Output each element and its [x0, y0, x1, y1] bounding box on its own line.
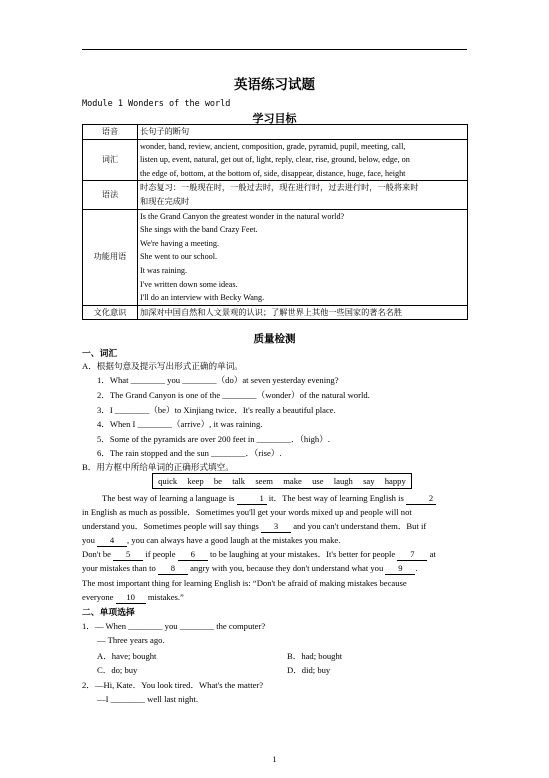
word-box-item: be — [213, 476, 222, 486]
question-item: 2．The Grand Canyon is one of the ________（wonder）of the natural world. — [97, 390, 370, 400]
passage-text: mistakes.” — [147, 591, 184, 602]
passage-text: and you can't understand them．But if — [293, 521, 427, 532]
content-line: listen up, event, natural, get out of, light, reply, clear, rise, ground, below, edge, on — [140, 155, 410, 165]
row-content — [138, 209, 468, 305]
question-item: 3．I ________（be）to Xinjiang twice．It's really a beautiful place. — [97, 405, 336, 415]
question-item: 4．When I ________（arrive）, it was raining. — [97, 419, 263, 429]
blank-8[interactable]: 8 — [158, 563, 188, 575]
word-box-item: make — [283, 476, 302, 486]
row-label: 文化意识 — [83, 305, 138, 320]
table-row — [83, 181, 468, 209]
passage-text: it．The best way of learning English is — [268, 493, 404, 503]
option-b[interactable]: B．had; bought — [287, 651, 343, 661]
blank-9[interactable]: 9 — [385, 563, 415, 575]
content-line: It was raining. — [140, 265, 188, 275]
table-row — [83, 209, 468, 305]
word-box-item: talk — [232, 476, 246, 486]
passage-text: at — [429, 549, 436, 560]
row-label: 词汇 — [83, 139, 138, 181]
passage-text: , you can always have a good laugh at the mistakes you make. — [127, 535, 341, 546]
row-content — [138, 125, 468, 140]
goals-heading: 学习目标 — [252, 112, 297, 125]
passage-text: . — [415, 563, 418, 574]
row-content — [138, 305, 468, 320]
content-line: She sings with the band Crazy Feet. — [140, 225, 258, 235]
content-line: 时态复习：一般现在时，一般过去时，现在进行时，过去进行时，一般将来时 — [140, 183, 419, 193]
row-label: 功能用语 — [83, 209, 138, 305]
content-line: I've written down some ideas. — [140, 279, 238, 289]
passage-text: Don't be — [82, 549, 111, 560]
content-line: 长句子的断句 — [140, 127, 190, 136]
passage-text: your mistakes than to — [82, 563, 156, 574]
word-box-item: keep — [187, 476, 204, 486]
passage-text: everyone — [82, 591, 114, 602]
passage-text: you — [82, 535, 95, 546]
instruction-b: B．用方框中所给单词的正确形式填空。 — [82, 462, 234, 472]
blank-2[interactable]: 2 — [406, 493, 436, 505]
row-label: 语法 — [83, 181, 138, 209]
content-line: I'll do an interview with Becky Wang. — [140, 293, 265, 303]
module-title: Module 1 Wonders of the world — [82, 99, 231, 109]
question-item: 6．The rain stopped and the sun ________．（rise）. — [97, 448, 282, 458]
content-line: We're having a meeting. — [140, 238, 220, 248]
row-label: 语音 — [83, 125, 138, 140]
header-rule — [82, 49, 467, 50]
question-reply: —I ________ well last night. — [97, 694, 198, 704]
table-row — [83, 305, 468, 320]
blank-10[interactable]: 10 — [116, 592, 146, 604]
option-c[interactable]: C．do; buy — [97, 665, 138, 675]
word-box-item: laugh — [333, 476, 353, 486]
blank-7[interactable]: 7 — [397, 549, 427, 561]
word-box — [152, 473, 412, 489]
question-reply: — Three years ago. — [97, 635, 165, 645]
page-title: 英语练习试题 — [234, 77, 315, 93]
quality-heading: 质量检测 — [253, 333, 296, 345]
blank-1[interactable]: 1 — [237, 493, 267, 505]
question-item: 5．Some of the pyramids are over 200 feet in ________．（high）. — [97, 434, 330, 444]
table-row — [83, 139, 468, 181]
content-line: She went to our school. — [140, 252, 218, 262]
content-line: 和现在完成时 — [140, 196, 190, 206]
passage-text: understand you．Sometimes people will say things — [82, 521, 259, 532]
word-box-item: happy — [384, 476, 406, 486]
table-row — [83, 125, 468, 140]
blank-3[interactable]: 3 — [261, 521, 291, 533]
passage-text: to be laughing at your mistakes．It's better for people — [209, 549, 396, 560]
word-box-item: say — [363, 476, 375, 486]
row-content — [138, 139, 468, 181]
passage — [82, 491, 469, 604]
content-line: Is the Grand Canyon the greatest wonder in the natural world? — [140, 211, 345, 221]
content-line: wonder, band, review, ancient, composition, grade, pyramid, pupil, meeting, call, — [140, 141, 406, 151]
passage-text: The most important thing for learning English is: “Don't be afraid of making mistakes because — [82, 577, 407, 588]
passage-text: The best way of learning a language is — [102, 493, 235, 503]
question-stem: 2．—Hi, Kate．You look tired．What's the matter? — [82, 680, 264, 690]
instruction-a: A．根据句意及提示写出形式正确的单词。 — [82, 361, 243, 371]
word-box-item: use — [312, 476, 324, 486]
question-stem: 1．— When ________ you ________ the computer? — [82, 621, 266, 631]
content-line: 加深对中国自然和人文景观的认识；了解世界上其他一些国家的著名名胜 — [140, 307, 403, 317]
content-line: the edge of, bottom, at the bottom of, side, disappear, distance, huge, face, height — [140, 168, 406, 178]
blank-5[interactable]: 5 — [113, 549, 143, 561]
question-item: 1．What ________ you ________（do）at seven yesterday evening? — [97, 375, 339, 385]
passage-text: angry with you, because they don't understand what you — [190, 563, 384, 574]
option-d[interactable]: D．did; buy — [287, 665, 331, 675]
passage-text: if people — [145, 549, 176, 560]
objectives-table — [82, 124, 468, 320]
section-heading: 二、单项选择 — [82, 608, 135, 618]
row-content — [138, 181, 468, 209]
word-box-item: seem — [255, 476, 273, 486]
passage-text: in English as much as possible．Sometimes you'll get your words mixed up and people will not — [82, 507, 412, 518]
section-heading: 一、词汇 — [82, 349, 118, 359]
word-box-item: quick — [158, 476, 178, 486]
page-number: 1 — [272, 754, 277, 764]
blank-6[interactable]: 6 — [178, 549, 208, 561]
blank-4[interactable]: 4 — [97, 535, 127, 547]
option-a[interactable]: A．have; bought — [97, 651, 157, 661]
